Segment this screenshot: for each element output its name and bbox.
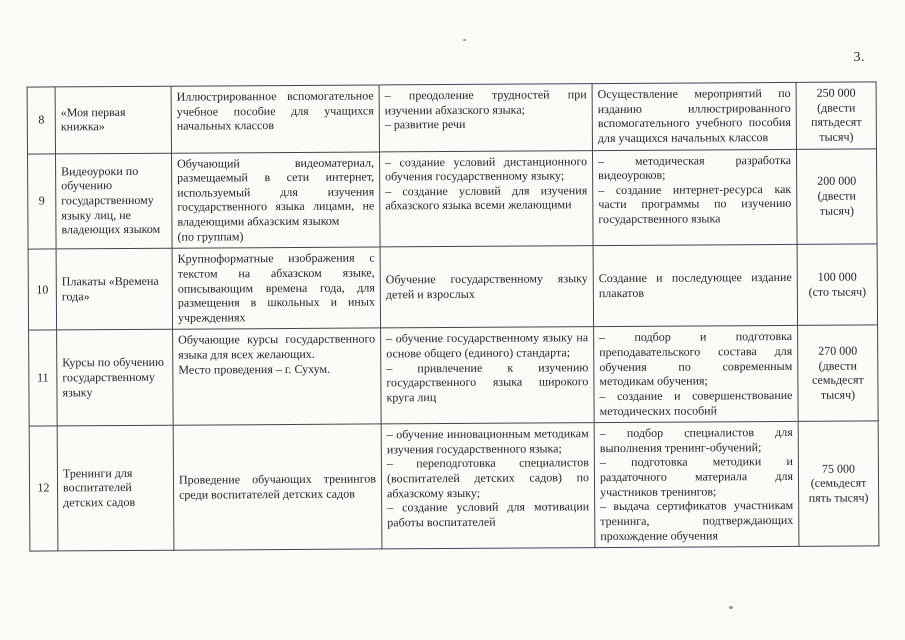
cell-goals: – преодоление трудностей при изучении абхазского языка; – развитие речи — [379, 84, 592, 152]
cell-description: Иллюстрированное вспомогательное учебное пособие для учащихся начальных классов — [171, 85, 379, 153]
cell-goals: – обучение инновационным методикам изучения государственного языка; – переподготовка специалистов (воспитателей детских садов) по абхазскому языку; – создание условий для мотивации работы воспитателей — [381, 423, 595, 549]
table-row — [28, 244, 877, 330]
table-row — [29, 325, 879, 426]
cell-description: Проведение обучающих тренингов среди воспитателей детских садов — [173, 424, 382, 550]
projects-table-grid — [27, 81, 880, 551]
cell-project-name: «Моя первая книжка» — [55, 86, 171, 153]
cell-amount: 270 000 (двести семьдесят тысяч) — [798, 325, 879, 421]
cell-activities: – методическая разработка видеоуроков; – создание интернет-ресурса как части программы по изучению государственного языка — [592, 149, 797, 246]
cell-description: Обучающие курсы государственного языка для всех желающих. Место проведения – г. Сухум. — [173, 328, 382, 425]
cell-activities: – подбор специалистов для выполнения тренинг-обучений; – подготовка методики и раздаточного материала для участников тренингов; – выдача сертификатов участникам тренинга, подтверждающих прохождение обучения — [594, 422, 799, 548]
scan-speck — [463, 39, 466, 41]
cell-goals: – обучение государственному языку на основе общего (единого) стандарта; – привлечение к изучению государственного языка широкого круга лиц — [381, 327, 595, 424]
cell-activities: – подбор и подготовка преподавательского состава для обучения по современным методикам обучения; – создание и совершенствование методических пособий — [594, 326, 799, 423]
scan-speck — [729, 606, 733, 609]
cell-project-name: Видеоуроки по обучению государственному языку лиц, не владеющих языком — [55, 153, 172, 249]
cell-description: Крупноформатные изображения с текстом на абхазском языке, описывающим времена года, для размещения в школьных и иных учреждениях — [172, 247, 380, 329]
cell-row-number: 11 — [29, 330, 58, 426]
table-row — [27, 148, 877, 249]
cell-project-name: Тренинги для воспитателей детских садов — [57, 425, 174, 551]
table-row — [27, 82, 876, 154]
cell-goals: Обучение государственному языку детей и взрослых — [380, 246, 593, 328]
cell-project-name: Плакаты «Времена года» — [56, 248, 172, 330]
page-number: 3. — [853, 50, 865, 65]
cell-description: Обучающий видеоматериал, размещаемый в сети интернет, используемый для изучения государственного языка лицами, не владеющими абхазским языком (по группам) — [171, 151, 380, 248]
cell-amount: 100 000 (сто тысяч) — [797, 244, 877, 326]
cell-row-number: 8 — [27, 87, 55, 154]
cell-amount: 250 000 (двести пятьдесят тысяч) — [796, 82, 876, 149]
cell-project-name: Курсы по обучению государственному языку — [57, 330, 174, 426]
cell-activities: Осуществление мероприятий по изданию иллюстрированного вспомогательного учебного пособия для учащихся начальных классов — [592, 82, 796, 150]
projects-table — [27, 81, 879, 551]
cell-goals: – создание условий дистанционного обучения государственному языку; – создание условий для изучения абхазского языка всеми желающими — [379, 150, 593, 247]
cell-row-number: 12 — [29, 426, 58, 551]
cell-row-number: 9 — [27, 153, 56, 249]
cell-activities: Создание и последующее издание плакатов — [593, 245, 797, 327]
table-row — [29, 421, 879, 551]
cell-row-number: 10 — [28, 249, 56, 330]
cell-amount: 200 000 (двести тысяч) — [796, 148, 877, 244]
cell-amount: 75 000 (семьдесят пять тысяч) — [798, 421, 879, 546]
